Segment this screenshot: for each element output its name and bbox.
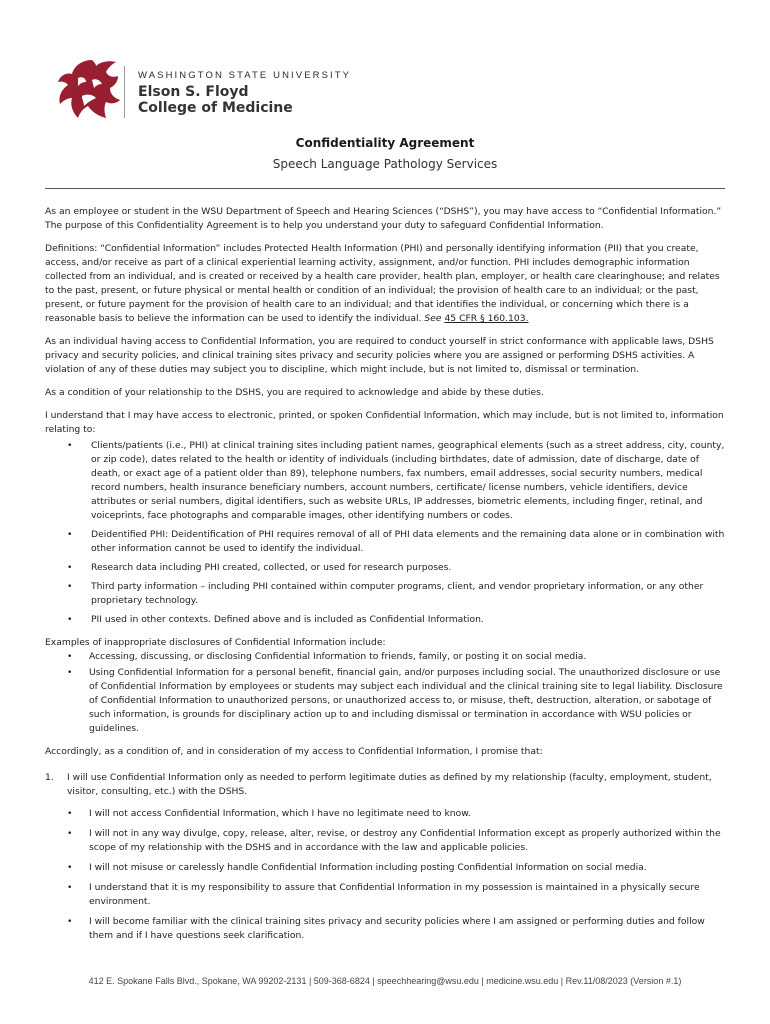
university-name: WASHINGTON STATE UNIVERSITY [138, 70, 352, 81]
document-subtitle: Speech Language Pathology Services [272, 157, 498, 171]
list-item: • Using Confidential Information for a personal benefit, financial gain, and/or purposes including social. The unauthorized disclosure or use of Confidential Information by employees or students may subject each individual and the clinical training site to legal liability. Disclosure of Confidential Information to unauthorized persons, or unauthorized access to, or misuse, theft, destruction, alteration, or sabotage of such information, is grounds for disciplinary action up to and including dismissal or termination in accordance with WSU policies or guidelines. [45, 666, 725, 736]
list-item: • I will not misuse or carelessly handle Confidential Information including posting Confidential Information on social media. [45, 861, 725, 875]
document-title: Confidentiality Agreement [295, 136, 475, 150]
promise-1 [45, 771, 725, 799]
list-item: • I will become familiar with the clinical training sites privacy and security policies where I am assigned or performing duties and follow them and if I have questions seek clarification. [45, 915, 725, 943]
list-item: • I will not in any way divulge, copy, release, alter, revise, or destroy any Confidential Information except as properly authorized within the scope of my relationship with the DSHS and in accordance with the law and applicable policies. [45, 827, 725, 855]
see-label: See [424, 313, 442, 324]
school-name [138, 84, 293, 116]
wsu-cougar-logo [52, 56, 124, 122]
list-item: • Research data including PHI created, collected, or used for research purposes. [45, 561, 725, 575]
school-name-line-1: Elson S. Floyd [138, 84, 249, 100]
document-body [45, 205, 725, 949]
condition-paragraph: As a condition of your relationship to the DSHS, you are required to acknowledge and abide by these duties. [45, 387, 544, 398]
list-item: • Accessing, discussing, or disclosing Confidential Information to friends, family, or posting it on social media. [45, 650, 725, 664]
confidential-info-list [45, 439, 725, 627]
cfr-citation-link[interactable]: 45 CFR § 160.103. [444, 313, 529, 324]
promise-number: 1. [45, 772, 54, 783]
promise-1-list [45, 807, 725, 943]
list-item: • Third party information – including PHI contained within computer programs, client, and vendor proprietary information, or any other proprietary technology. [45, 580, 725, 608]
examples-list [45, 650, 725, 736]
definitions-paragraph [45, 242, 725, 326]
accordingly-paragraph: Accordingly, as a condition of, and in consideration of my access to Confidential Information, I promise that: [45, 746, 543, 757]
list-item: • Clients/patients (i.e., PHI) at clinical training sites including patient names, geographical elements (such as a street address, city, county, or zip code), dates related to the health or identity of individuals (including birthdates, date of admission, date of discharge, date of death, or exact age of a patient older than 89), telephone numbers, fax numbers, email addresses, social security numbers, medical record numbers, health insurance beneficiary numbers, account numbers, certificate/ license numbers, vehicle identifiers, device attributes or serial numbers, digital identifiers, such as website URLs, IP addresses, biometric elements, including finger, retinal, and voiceprints, face photographs and comparable images, other identifying numbers or codes. [45, 439, 725, 523]
school-name-line-2: College of Medicine [138, 100, 293, 116]
intro-paragraph: As an employee or student in the WSU Department of Speech and Hearing Sciences (“DSHS”), you may have access to “Confidential Information.” The purpose of this Confidentiality Agreement is to help you understand your duty to safeguard Confidential Information. [45, 206, 722, 231]
list-item: • I understand that it is my responsibility to assure that Confidential Information in my possession is maintained in a physically secure environment. [45, 881, 725, 909]
list-item: • PII used in other contexts. Defined above and is included as Confidential Information. [45, 613, 725, 627]
list-item: • I will not access Confidential Information, which I have no legitimate need to know. [45, 807, 725, 821]
title-rule [45, 188, 725, 189]
list-item: • Deidentified PHI: Deidentification of PHI requires removal of all of PHI data elements and the remaining data alone or in combination with other information cannot be used to identify the individual. [45, 528, 725, 556]
page-footer: 412 E. Spokane Falls Blvd., Spokane, WA 99202-2131 | 509-368-6824 | speechhearing@wsu.edu | medicine.wsu.edu | Rev.11/08/2023 (Version #.1) [88, 976, 682, 986]
promise-text: I will use Confidential Information only as needed to perform legitimate duties as defined by my relationship (faculty, employment, student, visitor, consulting, etc.) with the DSHS. [67, 772, 712, 797]
header-divider [124, 66, 125, 118]
examples-heading: Examples of inappropriate disclosures of Confidential Information include: [45, 637, 386, 648]
definitions-text: Definitions: “Confidential Information” includes Protected Health Information (PHI) and personally identifying information (PII) that you create, access, and/or receive as part of a clinical experiential learning activity, assignment, and/or function. PHI includes demographic information collected from an individual, and is created or received by a health care provider, health plan, employer, or health care clearinghouse; and relates to the past, present, or future physical or mental health or condition of an individual; the provision of health care to an individual; or the past, present, or future payment for the provision of health care to an individual; and that identifies the individual, or concerning which there is a reasonable basis to believe the information can be used to identify the individual. [45, 243, 720, 324]
understand-paragraph: I understand that I may have access to electronic, printed, or spoken Confidential Information, which may include, but is not limited to, information relating to: [45, 410, 724, 435]
conduct-paragraph: As an individual having access to Confidential Information, you are required to conduct yourself in strict conformance with applicable laws, DSHS privacy and security policies, and clinical training sites privacy and security policies where you are assigned or performing DSHS activities. A violation of any of these duties may subject you to discipline, which might include, but is not limited to, dismissal or termination. [45, 336, 714, 375]
